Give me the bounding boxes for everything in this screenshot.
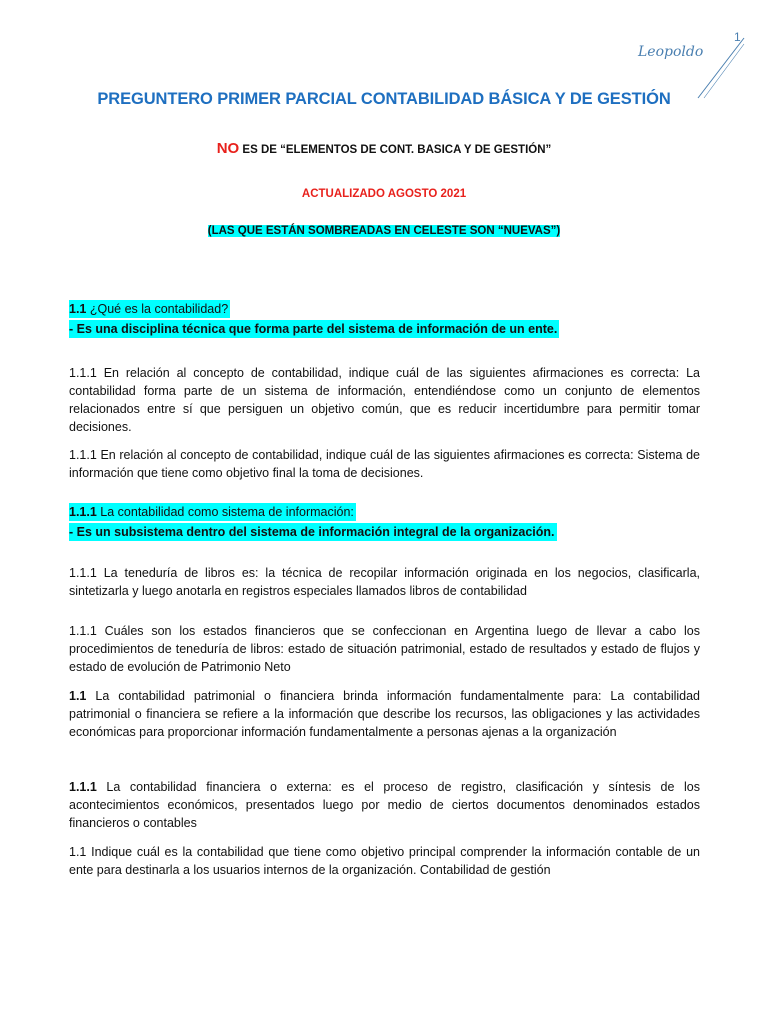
paragraph [69,687,700,741]
paragraph-text: 1.1.1 Cuáles son los estados financieros que se confeccionan en Argentina luego de llevar a cabo los procedimientos de teneduría de libros: estado de situación patrimonial, estado de resultados y estado de flujos y estado de evolución de Patrimonio Neto [69,624,700,674]
no-word: NO [216,140,240,157]
paragraph-text: La contabilidad financiera o externa: es el proceso de registro, clasificación y síntesis de los acontecimientos económicos, presentados luego por medio de ciertos documentos denominados estados financieros o contables [69,780,700,830]
question-number: 1.1.1 [69,505,97,519]
updated-date: ACTUALIZADO AGOSTO 2021 [301,188,467,200]
document-title: PREGUNTERO PRIMER PARCIAL CONTABILIDAD BÁSICA Y DE GESTIÓN [97,90,671,108]
subtitle-rest: ES DE “ELEMENTOS DE CONT. BASICA Y DE GESTIÓN” [239,144,552,156]
paragraph [69,622,700,676]
paragraph [69,564,700,600]
question-block [69,503,700,541]
signature: Leopoldo [638,44,704,60]
paragraph [69,364,700,436]
paragraph [69,778,700,832]
question-text: La contabilidad como sistema de información: [96,505,354,519]
highlight-note-text: (LAS QUE ESTÁN SOMBREADAS EN CELESTE SON “NUEVAS”) [207,225,561,237]
paragraph-number: 1.1 [69,689,87,703]
paragraph [69,843,700,879]
question-heading [69,503,356,521]
answer-text: - Es una disciplina técnica que forma parte del sistema de información de un ente. [69,322,558,336]
paragraph-text: 1.1.1 En relación al concepto de contabilidad, indique cuál de las siguientes afirmaciones es correcta: Sistema de información que tiene como objetivo final la toma de decisiones. [69,448,700,480]
paragraph [69,446,700,482]
question-heading [69,300,230,318]
paragraph-text: 1.1.1 La teneduría de libros es: la técnica de recopilar información originada en los negocios, clasificarla, sintetizarla y luego anotarla en registros especiales llamados libros de contabilidad [69,566,700,598]
question-text: ¿Qué es la contabilidad? [86,302,229,316]
paragraph-number: 1.1.1 [69,780,97,794]
question-number: 1.1 [69,302,87,316]
answer-text: - Es un subsistema dentro del sistema de información integral de la organización. [69,525,555,539]
paragraph-text: La contabilidad patrimonial o financiera brinda información fundamentalmente para: La contabilidad patrimonial o financiera se refiere a la información que describe los recursos, las obligaciones y las actividades económicas para proporcionar información fundamentalmente a personas ajenas a la organización [69,689,700,739]
page-number: 1 [734,30,741,44]
paragraph-text: 1.1 Indique cuál es la contabilidad que tiene como objetivo principal comprender la información contable de un ente para destinarla a los usuarios internos de la organización. Contabilidad de gestión [69,845,700,877]
question-block [69,300,700,338]
highlight-note [0,225,768,237]
paragraph-text: 1.1.1 En relación al concepto de contabilidad, indique cuál de las siguientes afirmaciones es correcta: La contabilidad forma parte de un sistema de información, entendiéndose como un conjunto de elementos relacionados entre sí que persiguen un objetivo común, que es reducir incertidumbre para permitir tomar decisiones. [69,366,700,434]
subtitle-not-elements [0,140,768,157]
